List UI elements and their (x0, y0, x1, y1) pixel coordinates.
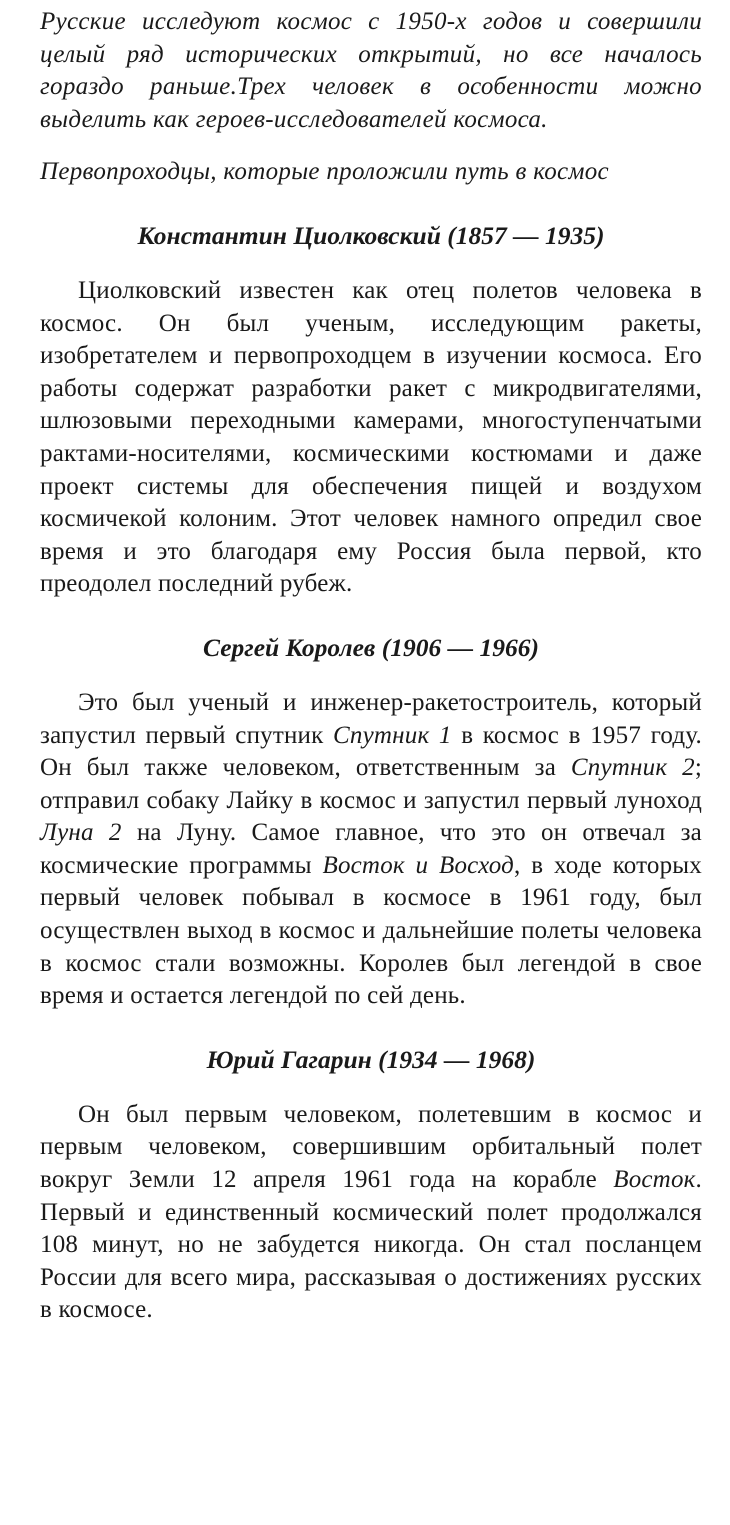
program-title: Восток и Восход (322, 851, 515, 879)
spacecraft-title: Луна 2 (40, 819, 122, 847)
body-text-run: в космос в 1957 году. Он был также человеком, ответственным за (40, 721, 702, 782)
intro-paragraph: Русские исследуют космос с 1950-х годов и совершили целый ряд исторических открытий, но все началось гораздо раньше.Трех человек в особенности можно выделить как героев-исследователей космоса. (40, 8, 702, 133)
body-text-run: Он был первым человеком, полетевшим в космос и первым человеком, совершившим орбитальный полет вокруг Земли 12 апреля 1961 года на корабле (40, 1100, 702, 1194)
body-text-run: на Луну. Самое главное, что это он отвечал за космические программы (40, 819, 702, 879)
section-heading: Сергей Королев (1906 — 1966) (203, 632, 539, 662)
section-heading: Юрий Гагарин (1934 — 1968) (206, 1044, 536, 1074)
body-text-run: Это был ученый и инженер-ракетостроитель, который запустил первый спутник (40, 688, 702, 749)
body-text-run: , в ходе которых первый человек побывал в космосе в 1961 году, был осуществлен выход в космос и дальнейшие полеты человека в космос стали возможны. Королев был легендой в свое время и остается легендой по сей день. (40, 851, 702, 1010)
body-text-run: . Первый и единственный космический полет продолжался 108 минут, но не забудется никогда. Он стал посланцем России для всего мира, рассказывая о достижениях русских в космосе. (40, 1166, 702, 1324)
intro-subtitle: Первопроходцы, которые проложили путь в космос (40, 158, 609, 186)
section-body: Циолковский известен как отец полетов человека в космос. Он был ученым, исследующим ракеты, изобретателем и первопроходцем в изучении космоса. Его работы содержат разработки ракет с микродвигателями, шлюзовыми переходными камерами, многоступенчатыми рактами-носителями, космическими костюмами и даже проект системы для обеспечения пищей и воздухом космичекой колоним. Этот человек намного опредил свое время и это благодаря ему Россия была первой, кто преодолел последний рубеж. (40, 276, 702, 598)
spacecraft-title: Восток (613, 1166, 696, 1194)
section-korolev (40, 631, 702, 1013)
section-tsiolkovsky (40, 219, 702, 601)
spacecraft-title: Спутник 2 (570, 754, 695, 782)
body-text-run: ; отправил собаку Лайку в космос и запустил первый луноход (40, 754, 702, 814)
section-body (40, 687, 702, 1013)
section-gagarin (40, 1043, 702, 1327)
spacecraft-title: Спутник 1 (333, 721, 452, 749)
section-heading: Константин Циолковский (1857 — 1935) (137, 220, 605, 250)
section-body (40, 1099, 702, 1327)
